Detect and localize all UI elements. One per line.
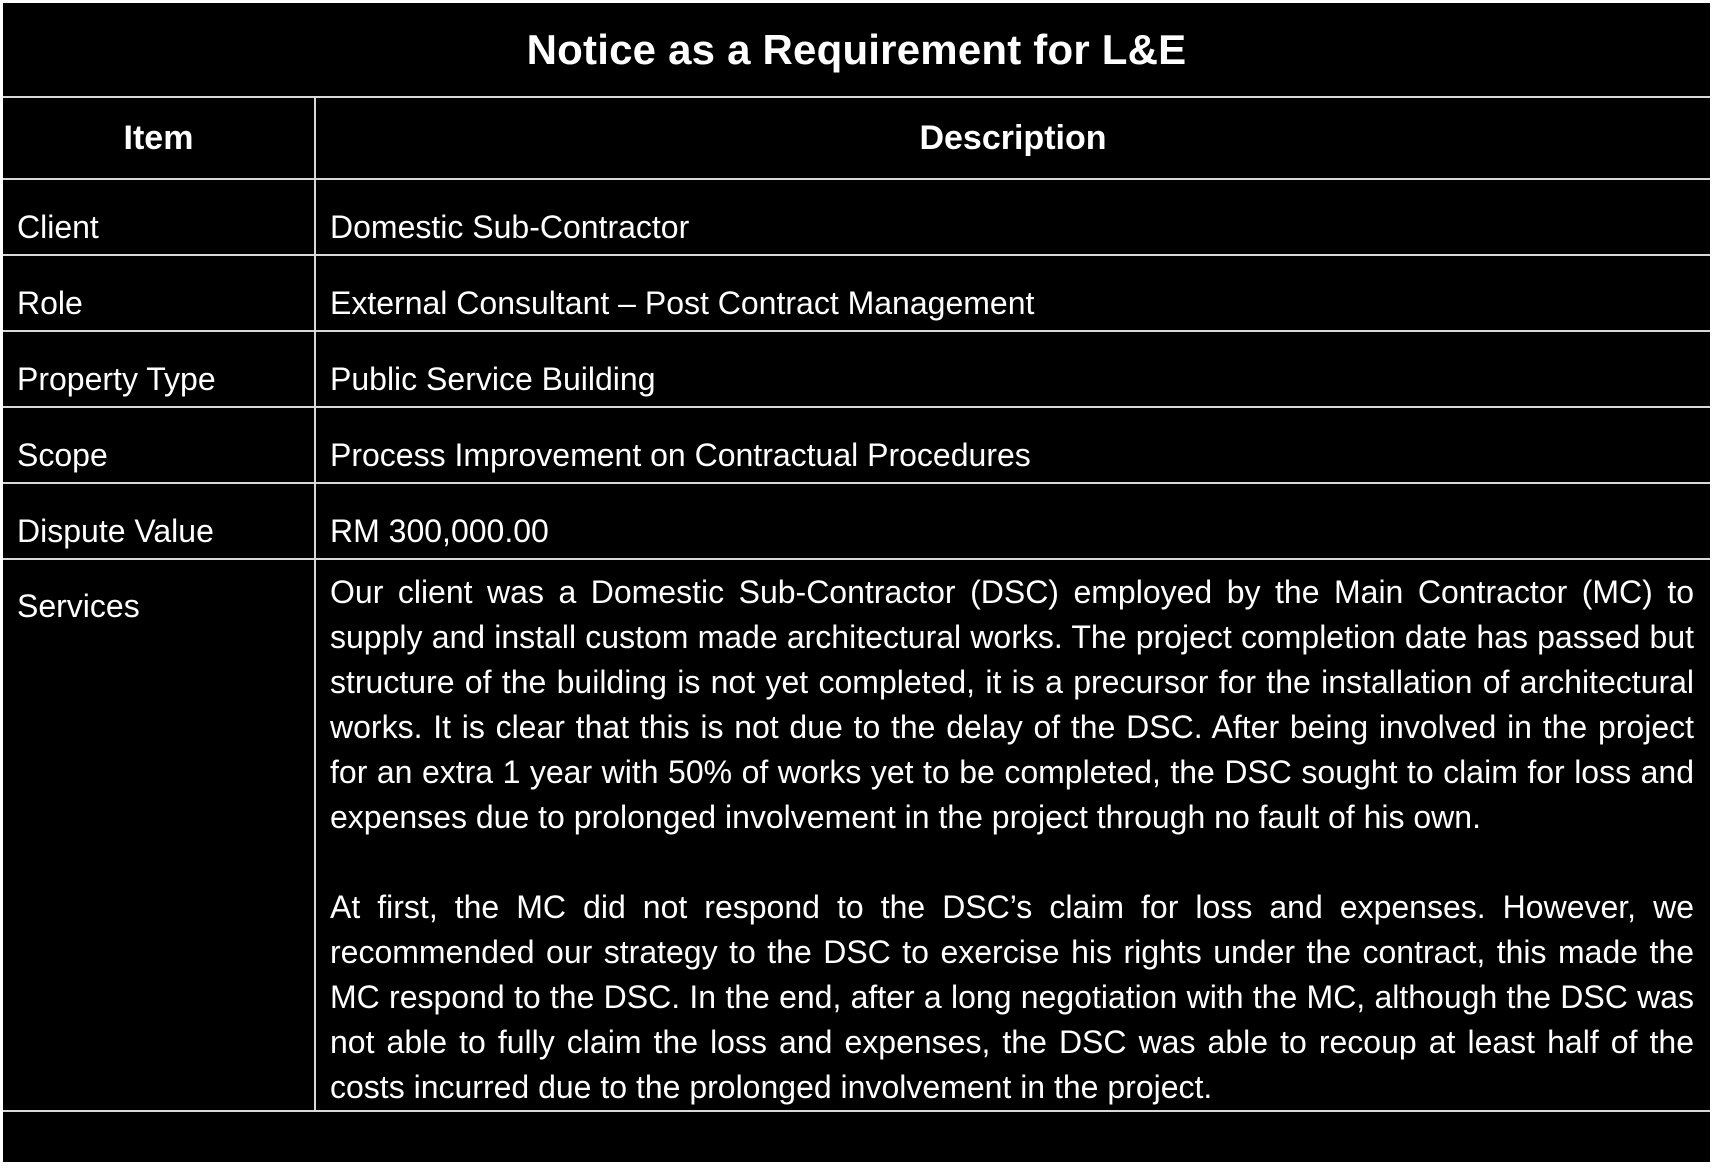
row-label: Property Type [3,331,315,407]
title-row [3,3,1710,97]
column-header-item: Item [3,97,315,179]
table-row-scope [3,407,1710,483]
row-label: Services [3,559,315,1111]
row-label: Client [3,179,315,255]
table-row-client [3,179,1710,255]
page-bottom-margin [0,1162,1713,1173]
case-study-table [3,3,1710,1112]
header-row [3,97,1710,179]
services-paragraph-1: Our client was a Domestic Sub-Contractor (DSC) employed by the Main Contractor (MC) to supply and install custom made architectural works. The project completion date has passed but structure of the building is not yet completed, it is a precursor for the installation of architectural works. It is clear that this is not due to the delay of the DSC. After being involved in the project for an extra 1 year with 50% of works yet to be completed, the DSC sought to claim for loss and expenses due to prolonged involvement in the project through no fault of his own. [330,574,1694,835]
row-value: Public Service Building [315,331,1710,407]
column-header-description: Description [315,97,1710,179]
row-value: Process Improvement on Contractual Procedures [315,407,1710,483]
services-paragraph-2: At first, the MC did not respond to the DSC’s claim for loss and expenses. However, we recommended our strategy to the DSC to exercise his rights under the contract, this made the MC respond to the DSC. In the end, after a long negotiation with the MC, although the DSC was not able to fully claim the loss and expenses, the DSC was able to recoup at least half of the costs incurred due to the prolonged involvement in the project. [330,889,1694,1105]
row-value: RM 300,000.00 [315,483,1710,559]
table-title: Notice as a Requirement for L&E [3,3,1710,97]
row-label: Role [3,255,315,331]
row-value: External Consultant – Post Contract Management [315,255,1710,331]
row-label: Scope [3,407,315,483]
row-value: Domestic Sub-Contractor [315,179,1710,255]
table-row-role [3,255,1710,331]
table-row-services [3,559,1710,1111]
services-description [315,559,1710,1111]
table-row-dispute-value [3,483,1710,559]
table-row-property-type [3,331,1710,407]
row-label: Dispute Value [3,483,315,559]
